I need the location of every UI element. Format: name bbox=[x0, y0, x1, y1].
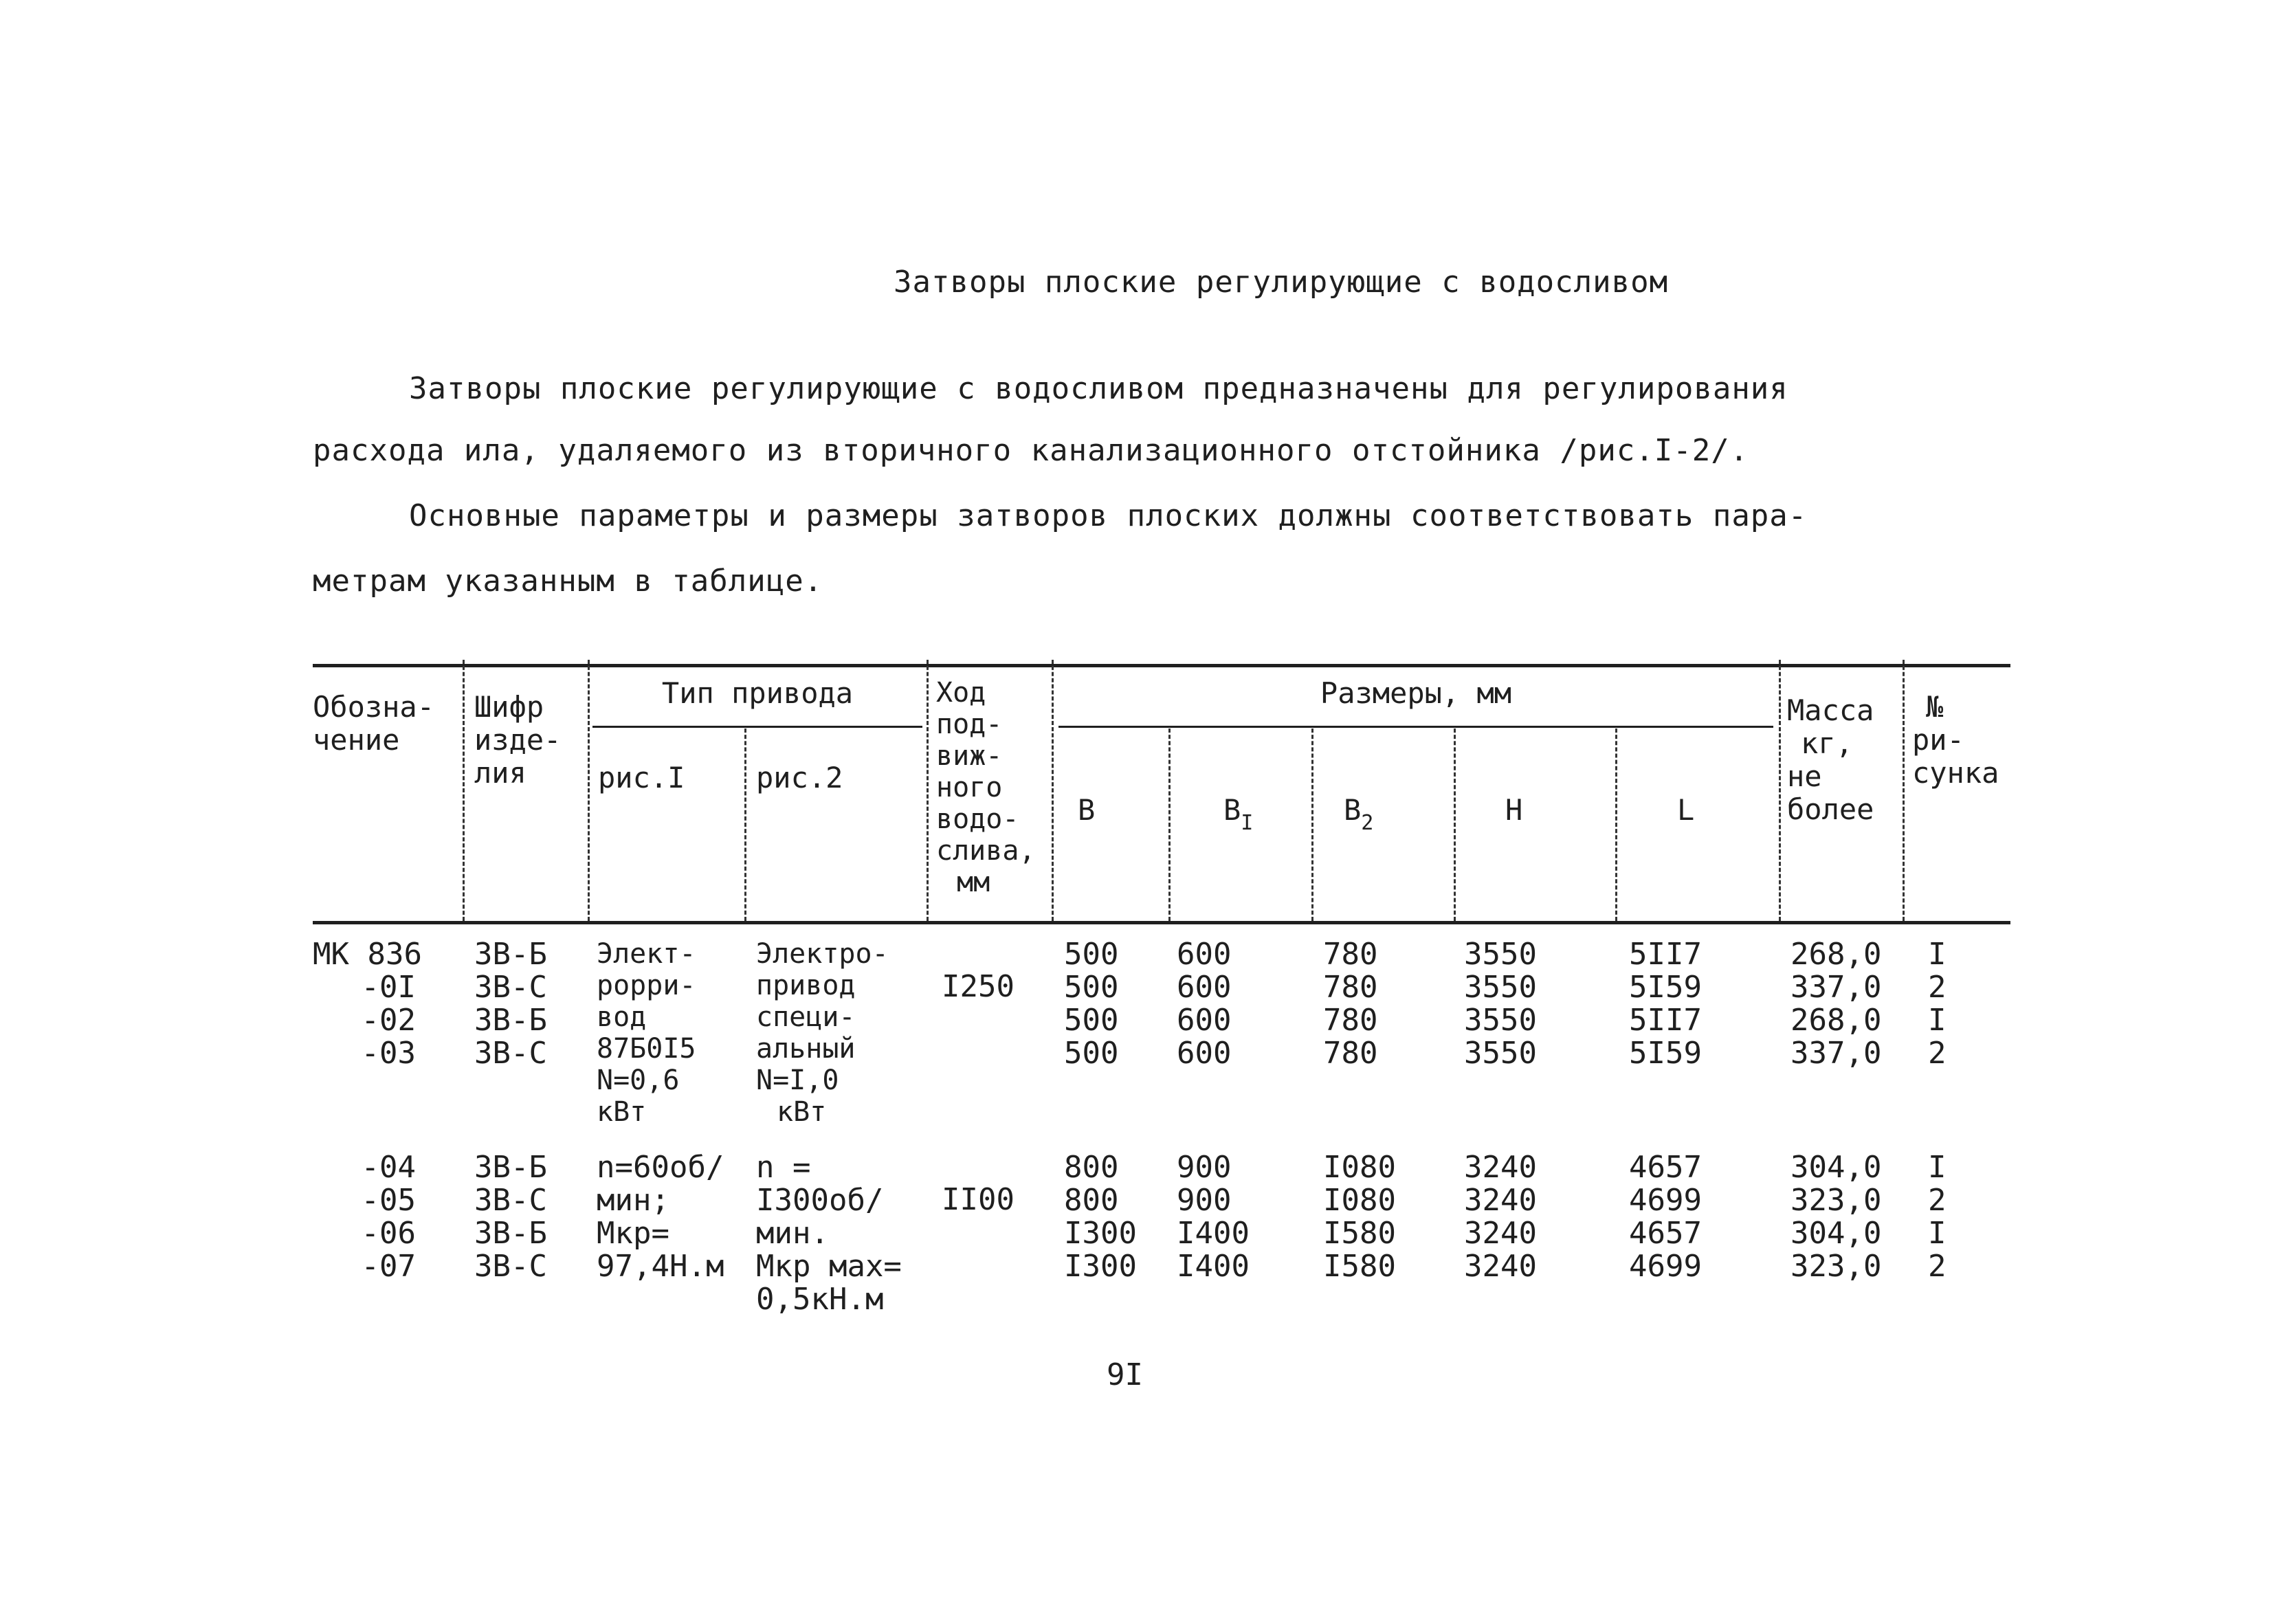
table-cell: Мкр= bbox=[597, 1216, 669, 1251]
paragraph-line-1: Затворы плоские регулирующие с водосливом предназначены для регулирования bbox=[409, 371, 1788, 406]
table-cell: I080 bbox=[1323, 1183, 1396, 1218]
header-sizes: Размеры, мм bbox=[1320, 676, 1512, 710]
header-l: L bbox=[1677, 793, 1695, 827]
header-mass bbox=[1787, 694, 1874, 826]
table-cell: I580 bbox=[1323, 1216, 1396, 1251]
table-cell: -05 bbox=[361, 1183, 416, 1218]
header-fig2: рис.2 bbox=[756, 761, 843, 794]
header-drive-type: Тип привода bbox=[661, 676, 854, 710]
paragraph-line-4: метрам указанным в таблице. bbox=[313, 564, 823, 599]
table-cell: 5II7 bbox=[1629, 1003, 1702, 1038]
header-text: более bbox=[1787, 792, 1874, 826]
group2-b1 bbox=[1177, 1151, 1250, 1283]
table-cell: 2 bbox=[1928, 1183, 1947, 1218]
column-divider bbox=[1168, 728, 1171, 921]
header-text: изде- bbox=[474, 723, 562, 757]
table-cell: 600 bbox=[1177, 970, 1232, 1005]
table-cell: 97,4Н.м bbox=[597, 1249, 724, 1284]
group2-fig bbox=[1928, 1151, 1947, 1283]
table-cell: 900 bbox=[1177, 1183, 1232, 1218]
table-cell: -02 bbox=[361, 1003, 416, 1038]
table-cell: 600 bbox=[1177, 1036, 1232, 1071]
table-cell: 0,5кН.м bbox=[756, 1282, 884, 1317]
table-cell: 5I59 bbox=[1629, 970, 1702, 1005]
table-cell: 500 bbox=[1064, 937, 1119, 972]
table-cell: N=I,0 bbox=[756, 1065, 839, 1096]
paragraph-line-3: Основные параметры и размеры затворов плоских должны соответствовать пара- bbox=[409, 498, 1808, 533]
column-divider bbox=[463, 660, 465, 921]
table-cell: I080 bbox=[1323, 1150, 1396, 1185]
table-cell: 500 bbox=[1064, 1003, 1119, 1038]
table-cell: ЗВ-С bbox=[474, 1249, 547, 1284]
group1-fig bbox=[1928, 938, 1947, 1070]
header-text: водо- bbox=[936, 803, 1019, 835]
table-cell: 800 bbox=[1064, 1183, 1119, 1218]
header-text: № bbox=[1926, 690, 1944, 724]
table-cell: Мкр мах= bbox=[756, 1249, 902, 1284]
header-text: кг, bbox=[1801, 726, 1853, 760]
table-cell: 304,0 bbox=[1790, 1150, 1882, 1185]
sizes-subheader-rule bbox=[1058, 726, 1773, 728]
table-cell: 3240 bbox=[1464, 1249, 1537, 1284]
table-cell: мин; bbox=[597, 1183, 669, 1218]
table-cell: 3550 bbox=[1464, 970, 1537, 1005]
group1-b bbox=[1064, 938, 1118, 1070]
group2-l bbox=[1629, 1151, 1702, 1283]
table-cell: n = bbox=[756, 1150, 811, 1185]
table-cell: альный bbox=[756, 1033, 856, 1065]
page-number: 9I bbox=[1107, 1357, 1143, 1392]
table-cell: 4657 bbox=[1629, 1216, 1702, 1251]
table-cell: Электро- bbox=[756, 938, 889, 970]
header-designation bbox=[313, 691, 434, 757]
column-divider bbox=[1615, 728, 1617, 921]
table-cell: ЗВ-Б bbox=[474, 1003, 547, 1038]
table-cell: 780 bbox=[1323, 1003, 1378, 1038]
header-fig-no bbox=[1912, 691, 1999, 790]
header-text: ри- bbox=[1912, 723, 1964, 757]
table-cell: 4699 bbox=[1629, 1183, 1702, 1218]
table-cell: ЗВ-С bbox=[474, 1183, 547, 1218]
header-stroke bbox=[936, 677, 1036, 898]
group2-drive-fig1 bbox=[597, 1151, 724, 1283]
drive-subheader-rule bbox=[592, 726, 922, 728]
table-cell: n=60об/ bbox=[597, 1150, 724, 1185]
table-cell: I400 bbox=[1177, 1216, 1250, 1251]
header-text: лия bbox=[474, 756, 526, 790]
column-divider bbox=[1779, 660, 1781, 921]
group2-stroke: II00 bbox=[942, 1182, 1014, 1217]
group2-mass bbox=[1790, 1151, 1881, 1283]
table-cell: I300 bbox=[1064, 1249, 1137, 1284]
table-cell: 500 bbox=[1064, 970, 1119, 1005]
table-cell: ЗВ-С bbox=[474, 1036, 547, 1071]
header-text: B bbox=[1223, 793, 1241, 827]
table-cell: 780 bbox=[1323, 970, 1378, 1005]
header-text: Обозна- bbox=[313, 690, 435, 724]
group1-stroke: I250 bbox=[942, 969, 1014, 1004]
table-cell: 87Б0I5 bbox=[597, 1033, 696, 1065]
table-cell: мин. bbox=[756, 1216, 829, 1251]
header-text: виж- bbox=[936, 740, 1003, 772]
table-cell: 780 bbox=[1323, 1036, 1378, 1071]
table-cell: 2 bbox=[1928, 1249, 1947, 1284]
column-divider bbox=[744, 728, 746, 921]
table-cell: I bbox=[1928, 1003, 1947, 1038]
group1-drive-fig2 bbox=[756, 938, 889, 1128]
header-b1 bbox=[1223, 794, 1253, 840]
table-cell: 268,0 bbox=[1790, 1003, 1882, 1038]
group2-drive-fig2 bbox=[756, 1151, 902, 1316]
table-header-bottom-rule bbox=[313, 921, 2010, 924]
table-cell: 3550 bbox=[1464, 937, 1537, 972]
table-cell: 2 bbox=[1928, 1036, 1947, 1071]
table-cell: 500 bbox=[1064, 1036, 1119, 1071]
table-cell: I bbox=[1928, 1150, 1947, 1185]
table-cell: кВт bbox=[777, 1096, 827, 1128]
table-cell: 900 bbox=[1177, 1150, 1232, 1185]
header-text: B bbox=[1344, 793, 1362, 827]
group1-b2 bbox=[1323, 938, 1377, 1070]
table-cell: I300об/ bbox=[756, 1183, 884, 1218]
table-cell: привод bbox=[756, 970, 856, 1001]
table-cell: I400 bbox=[1177, 1249, 1250, 1284]
group2-designation bbox=[313, 1151, 416, 1283]
column-divider bbox=[1454, 728, 1456, 921]
table-cell: -04 bbox=[361, 1150, 416, 1185]
header-text: под- bbox=[936, 709, 1003, 740]
table-cell: ЗВ-Б bbox=[474, 1216, 547, 1251]
table-cell: 3240 bbox=[1464, 1150, 1537, 1185]
table-cell: -07 bbox=[361, 1249, 416, 1284]
table-cell: МК 836 bbox=[313, 937, 422, 972]
header-code bbox=[474, 691, 561, 790]
column-divider bbox=[1903, 660, 1905, 921]
table-cell: 600 bbox=[1177, 937, 1232, 972]
table-cell: 4699 bbox=[1629, 1249, 1702, 1284]
table-cell: Элект- bbox=[597, 938, 696, 970]
group1-drive-fig1 bbox=[597, 938, 696, 1128]
group1-h bbox=[1464, 938, 1537, 1070]
column-divider bbox=[588, 660, 590, 921]
table-cell: 5II7 bbox=[1629, 937, 1702, 972]
table-cell: 323,0 bbox=[1790, 1249, 1882, 1284]
header-text: слива, bbox=[936, 835, 1036, 867]
table-cell: 3240 bbox=[1464, 1216, 1537, 1251]
group2-code bbox=[474, 1151, 547, 1283]
header-h: H bbox=[1505, 793, 1523, 827]
header-text: Шифр bbox=[474, 690, 544, 724]
table-cell: I bbox=[1928, 937, 1947, 972]
table-cell: 5I59 bbox=[1629, 1036, 1702, 1071]
header-b: B bbox=[1078, 793, 1096, 827]
header-subscript: I bbox=[1241, 811, 1254, 835]
header-text: не bbox=[1787, 759, 1822, 793]
header-text: Ход bbox=[936, 677, 986, 709]
header-text: ного bbox=[936, 772, 1003, 803]
table-cell: 780 bbox=[1323, 937, 1378, 972]
table-cell: 600 bbox=[1177, 1003, 1232, 1038]
group2-h bbox=[1464, 1151, 1537, 1283]
header-b2 bbox=[1344, 794, 1373, 840]
table-cell: 337,0 bbox=[1790, 1036, 1882, 1071]
table-cell: I bbox=[1928, 1216, 1947, 1251]
header-fig1: рис.I bbox=[598, 761, 685, 794]
section-heading: Затворы плоские регулирующие с водосливом bbox=[894, 265, 1669, 300]
header-text: Масса bbox=[1787, 693, 1874, 727]
group1-b1 bbox=[1177, 938, 1231, 1070]
group1-l bbox=[1629, 938, 1702, 1070]
group1-designation bbox=[313, 937, 422, 1071]
table-cell: -0I bbox=[361, 970, 416, 1005]
group1-mass bbox=[1790, 938, 1881, 1070]
column-divider bbox=[1052, 660, 1054, 921]
header-text: сунка bbox=[1912, 756, 1999, 790]
table-cell: 323,0 bbox=[1790, 1183, 1882, 1218]
table-cell: ЗВ-Б bbox=[474, 937, 547, 972]
table-cell: N=0,6 bbox=[597, 1065, 680, 1096]
table-cell: ЗВ-Б bbox=[474, 1150, 547, 1185]
table-cell: 2 bbox=[1928, 970, 1947, 1005]
group2-b2 bbox=[1323, 1151, 1396, 1283]
table-cell: ЗВ-С bbox=[474, 970, 547, 1005]
group2-b bbox=[1064, 1151, 1137, 1283]
table-cell: вод bbox=[597, 1001, 647, 1033]
group1-code bbox=[474, 938, 547, 1070]
table-cell: -06 bbox=[361, 1216, 416, 1251]
table-cell: 268,0 bbox=[1790, 937, 1882, 972]
table-cell: 3240 bbox=[1464, 1183, 1537, 1218]
column-divider bbox=[927, 660, 929, 921]
table-cell: роpри- bbox=[597, 970, 696, 1001]
paragraph-line-2: расхода ила, удаляемого из вторичного канализационного отстойника /рис.I-2/. bbox=[313, 433, 1749, 468]
column-divider bbox=[1311, 728, 1313, 921]
table-cell: 4657 bbox=[1629, 1150, 1702, 1185]
table-cell: кВт bbox=[597, 1096, 647, 1128]
table-cell: I580 bbox=[1323, 1249, 1396, 1284]
table-cell: 3550 bbox=[1464, 1003, 1537, 1038]
header-text: чение bbox=[313, 723, 400, 757]
table-cell: 3550 bbox=[1464, 1036, 1537, 1071]
table-cell: -03 bbox=[361, 1036, 416, 1071]
header-subscript: 2 bbox=[1361, 811, 1374, 835]
table-cell: 800 bbox=[1064, 1150, 1119, 1185]
table-cell: I300 bbox=[1064, 1216, 1137, 1251]
table-cell: 304,0 bbox=[1790, 1216, 1882, 1251]
table-top-rule bbox=[313, 664, 2010, 667]
header-text: мм bbox=[957, 867, 990, 898]
table-cell: специ- bbox=[756, 1001, 856, 1033]
table-cell: 337,0 bbox=[1790, 970, 1882, 1005]
